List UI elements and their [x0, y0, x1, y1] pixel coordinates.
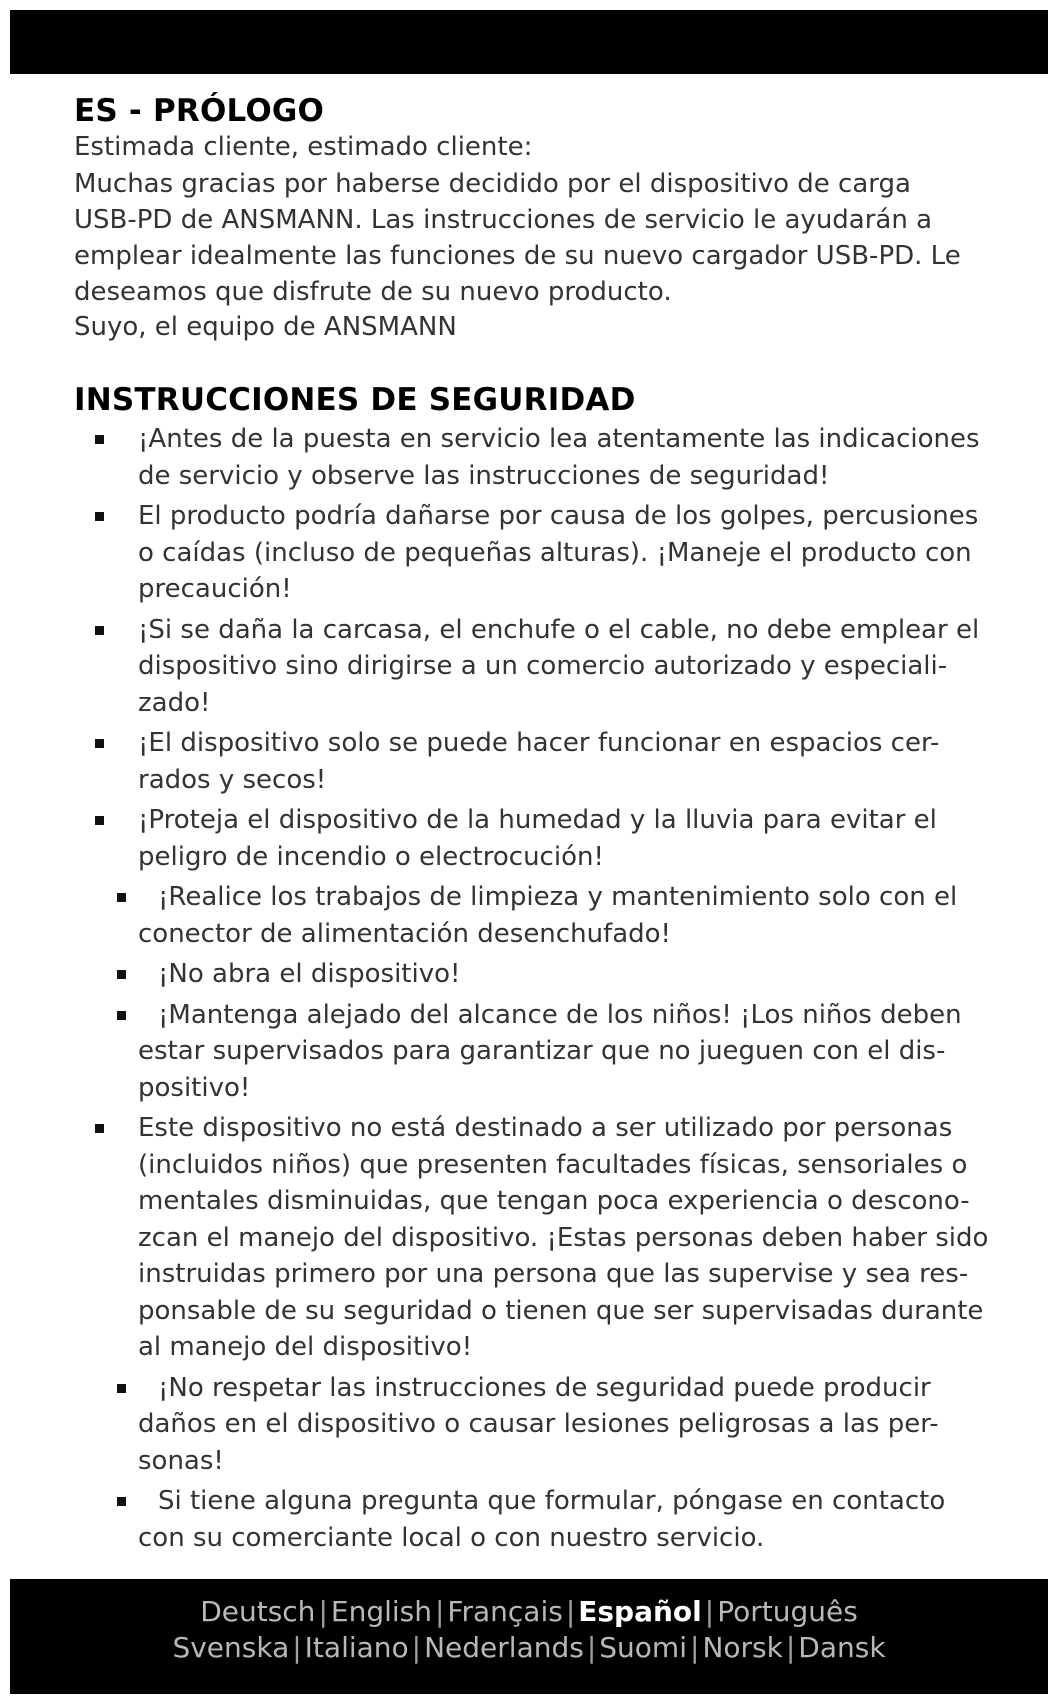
safety-item-text: Si tiene alguna pregunta que formular, póngase en contacto con su comerciante local o con nuestro servicio. [138, 1486, 946, 1553]
bullet-icon [95, 739, 104, 748]
language-link-francais[interactable]: Français [447, 1595, 563, 1628]
safety-item-text: ¡Si se daña la carcasa, el enchufe o el cable, no debe emplear el dispositivo sino dirigirse a un comercio autorizado y especiali-zado! [138, 614, 980, 718]
language-footer [10, 1579, 1048, 1694]
preface-greeting: Estimada cliente, estimado cliente: [74, 132, 533, 162]
safety-item-text: ¡Antes de la puesta en servicio lea atentamente las indicaciones de servicio y observe las instrucciones de seguridad! [138, 424, 980, 491]
language-link-portugues[interactable]: Português [717, 1595, 858, 1628]
bullet-icon [95, 435, 104, 444]
safety-item [74, 1370, 994, 1480]
language-link-svenska[interactable]: Svenska [172, 1631, 290, 1664]
language-link-dansk[interactable]: Dansk [798, 1631, 886, 1664]
safety-item [74, 612, 994, 722]
safety-item-text: ¡No respetar las instrucciones de seguridad puede producir daños en el dispositivo o causar lesiones peligrosas a las per-sonas! [138, 1372, 939, 1476]
safety-item-text: ¡El dispositivo solo se puede hacer funcionar en espacios cer-rados y secos! [138, 728, 940, 795]
safety-item [74, 1110, 994, 1366]
language-link-italiano[interactable]: Italiano [304, 1631, 409, 1664]
safety-item-text: El producto podría dañarse por causa de los golpes, percusiones o caídas (incluso de pequeñas alturas). ¡Maneje el producto con precaución! [138, 501, 979, 604]
language-link-norsk[interactable]: Norsk [702, 1631, 783, 1664]
language-row-2 [10, 1630, 1048, 1666]
bullet-icon [95, 626, 104, 635]
bullet-icon [117, 893, 126, 902]
safety-item-text: ¡Mantenga alejado del alcance de los niños! ¡Los niños deben estar supervisados para garantizar que no jueguen con el dis-positivo! [138, 999, 962, 1103]
language-separator: | [292, 1631, 302, 1664]
language-row-1 [10, 1594, 1048, 1630]
language-separator: | [565, 1595, 576, 1628]
safety-item-text: ¡No abra el dispositivo! [158, 959, 461, 989]
language-link-deutsch[interactable]: Deutsch [200, 1595, 316, 1628]
safety-item-text: ¡Realice los trabajos de limpieza y mantenimiento solo con el conector de alimentación desenchufado! [138, 882, 958, 949]
safety-item [74, 997, 994, 1107]
language-separator: | [434, 1595, 445, 1628]
safety-item [74, 956, 994, 993]
safety-item [74, 1483, 994, 1556]
language-separator: | [586, 1631, 597, 1664]
bullet-icon [117, 970, 126, 979]
safety-item [74, 725, 994, 798]
language-separator: | [411, 1631, 422, 1664]
bullet-icon [95, 816, 104, 825]
safety-item [74, 421, 994, 494]
safety-item [74, 802, 994, 875]
header-bar [10, 10, 1048, 74]
bullet-icon [117, 1011, 126, 1020]
safety-item [74, 498, 994, 608]
language-link-espanol[interactable]: Español [578, 1595, 702, 1628]
bullet-icon [117, 1384, 126, 1393]
bullet-icon [95, 512, 104, 521]
safety-item-text: ¡Proteja el dispositivo de la humedad y la lluvia para evitar el peligro de incendio o electrocución! [138, 805, 937, 872]
safety-title: INSTRUCCIONES DE SEGURIDAD [74, 382, 636, 418]
language-separator: | [318, 1595, 328, 1628]
safety-item [74, 879, 994, 952]
language-link-suomi[interactable]: Suomi [599, 1631, 687, 1664]
preface-title: ES - PRÓLOGO [74, 93, 325, 129]
bullet-icon [95, 1124, 104, 1133]
page-content [74, 92, 994, 1560]
safety-list [74, 421, 994, 1556]
preface-body: Muchas gracias por haberse decidido por el dispositivo de carga USB-PD de ANSMANN. Las instrucciones de servicio le ayudarán a emplear idealmente las funciones de su nuevo cargador USB-PD. Le deseamos que disfrute de su nuevo producto. [74, 168, 961, 307]
language-separator: | [690, 1631, 700, 1664]
language-link-english[interactable]: English [330, 1595, 432, 1628]
language-link-nederlands[interactable]: Nederlands [424, 1631, 584, 1664]
language-separator: | [704, 1595, 715, 1628]
safety-item-text: Este dispositivo no está destinado a ser utilizado por personas (incluidos niños) que presenten facultades físicas, sensoriales o mentales disminuidas, que tengan poca experiencia o descono-zcan el manejo del dispositivo. ¡Estas personas deben haber sido instruidas primero por una persona que las supervise y sea res-ponsable de su seguridad o tienen que ser supervisadas durante al manejo del dispositivo! [138, 1113, 989, 1362]
bullet-icon [117, 1497, 126, 1506]
preface-signoff: Suyo, el equipo de ANSMANN [74, 311, 457, 342]
language-separator: | [785, 1631, 796, 1664]
